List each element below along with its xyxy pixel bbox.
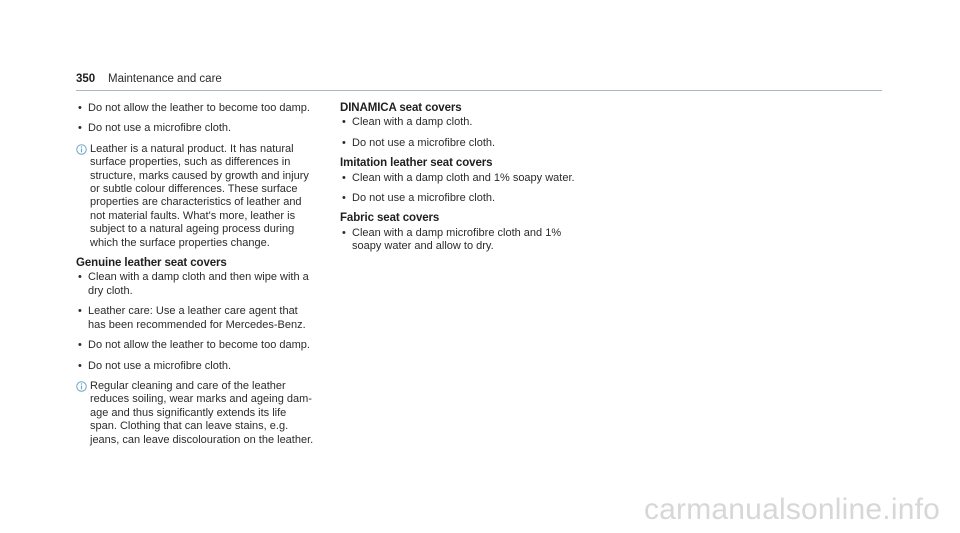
note-line: subject to a natural ageing process during bbox=[90, 223, 295, 236]
cleaning-note bbox=[76, 380, 346, 447]
list-item bbox=[340, 192, 610, 205]
list-item-text: Do not use a microfibre cloth. bbox=[88, 122, 232, 135]
list-item-text: Do not use a microfibre cloth. bbox=[88, 359, 232, 372]
bullet-glyph: • bbox=[78, 339, 82, 352]
list-item-text: Do not allow the leather to become too damp. bbox=[88, 339, 310, 352]
bullet-glyph: • bbox=[78, 122, 82, 135]
list-item bbox=[76, 360, 346, 373]
bullet-glyph: • bbox=[78, 102, 82, 114]
list-item-text: Do not use a microfibre cloth. bbox=[352, 136, 496, 149]
list-item bbox=[340, 116, 610, 129]
note-line: jeans, can leave discolouration on the leather. bbox=[90, 433, 314, 446]
info-icon bbox=[76, 144, 87, 155]
list-item bbox=[340, 137, 610, 150]
note-line: which the surface properties change. bbox=[90, 236, 270, 249]
list-item-text: Clean with a damp cloth. bbox=[352, 116, 473, 129]
bullet-glyph: • bbox=[342, 226, 346, 239]
note-line: or subtle colour differences. These surface bbox=[90, 183, 298, 196]
list-item-text: soapy water and allow to dry. bbox=[352, 240, 494, 253]
list-item-text: Clean with a damp cloth and then wipe with a bbox=[88, 271, 309, 284]
bullet-glyph: • bbox=[342, 116, 346, 129]
list-item bbox=[76, 339, 346, 352]
note-line: Regular cleaning and care of the leather bbox=[90, 379, 286, 392]
list-item bbox=[340, 227, 610, 254]
page-header bbox=[76, 72, 882, 91]
genuine-leather-heading: Genuine leather seat covers bbox=[76, 257, 227, 270]
note-line: not material faults. What's more, leather is bbox=[90, 209, 296, 222]
note-line: surface properties, such as differences in bbox=[90, 156, 291, 169]
note-line: reduces soiling, wear marks and ageing dam- bbox=[90, 393, 312, 406]
note-line: span. Clothing that can leave stains, e.g. bbox=[90, 420, 289, 433]
list-item-text: Clean with a damp microfibre cloth and 1% bbox=[352, 226, 562, 239]
leather-note bbox=[76, 143, 346, 250]
bullet-glyph: • bbox=[342, 136, 346, 149]
watermark: carmanualsonline.info bbox=[643, 493, 940, 526]
list-item-text: has been recommended for Mercedes-Benz. bbox=[88, 318, 306, 331]
dinamica-heading: DINAMICA seat covers bbox=[340, 102, 462, 114]
list-item-text: dry cloth. bbox=[88, 284, 133, 297]
fabric-heading: Fabric seat covers bbox=[340, 212, 440, 225]
bullet-glyph: • bbox=[342, 171, 346, 184]
right-column bbox=[340, 102, 610, 261]
left-column bbox=[76, 102, 346, 454]
list-item bbox=[76, 122, 346, 135]
list-item bbox=[76, 271, 346, 298]
note-line: age and thus significantly extends its life bbox=[90, 406, 287, 419]
section-title: Maintenance and care bbox=[108, 73, 222, 85]
list-item bbox=[340, 172, 610, 185]
list-item-text: Do not allow the leather to become too damp. bbox=[88, 102, 310, 114]
imitation-leather-heading: Imitation leather seat covers bbox=[340, 157, 493, 170]
bullet-glyph: • bbox=[78, 271, 82, 284]
info-icon bbox=[76, 381, 87, 392]
page-number: 350 bbox=[76, 73, 96, 85]
list-item bbox=[76, 305, 346, 332]
bullet-glyph: • bbox=[78, 359, 82, 372]
bullet-glyph: • bbox=[342, 192, 346, 205]
note-line: properties are characteristics of leather and bbox=[90, 196, 302, 209]
list-item-text: Do not use a microfibre cloth. bbox=[352, 192, 496, 205]
note-line: structure, marks caused by growth and injury bbox=[90, 169, 309, 182]
list-item-text: Clean with a damp cloth and 1% soapy water. bbox=[352, 171, 575, 184]
list-item bbox=[76, 102, 346, 115]
note-line: Leather is a natural product. It has natural bbox=[90, 142, 294, 155]
list-item-text: Leather care: Use a leather care agent that bbox=[88, 305, 298, 318]
bullet-glyph: • bbox=[78, 305, 82, 318]
